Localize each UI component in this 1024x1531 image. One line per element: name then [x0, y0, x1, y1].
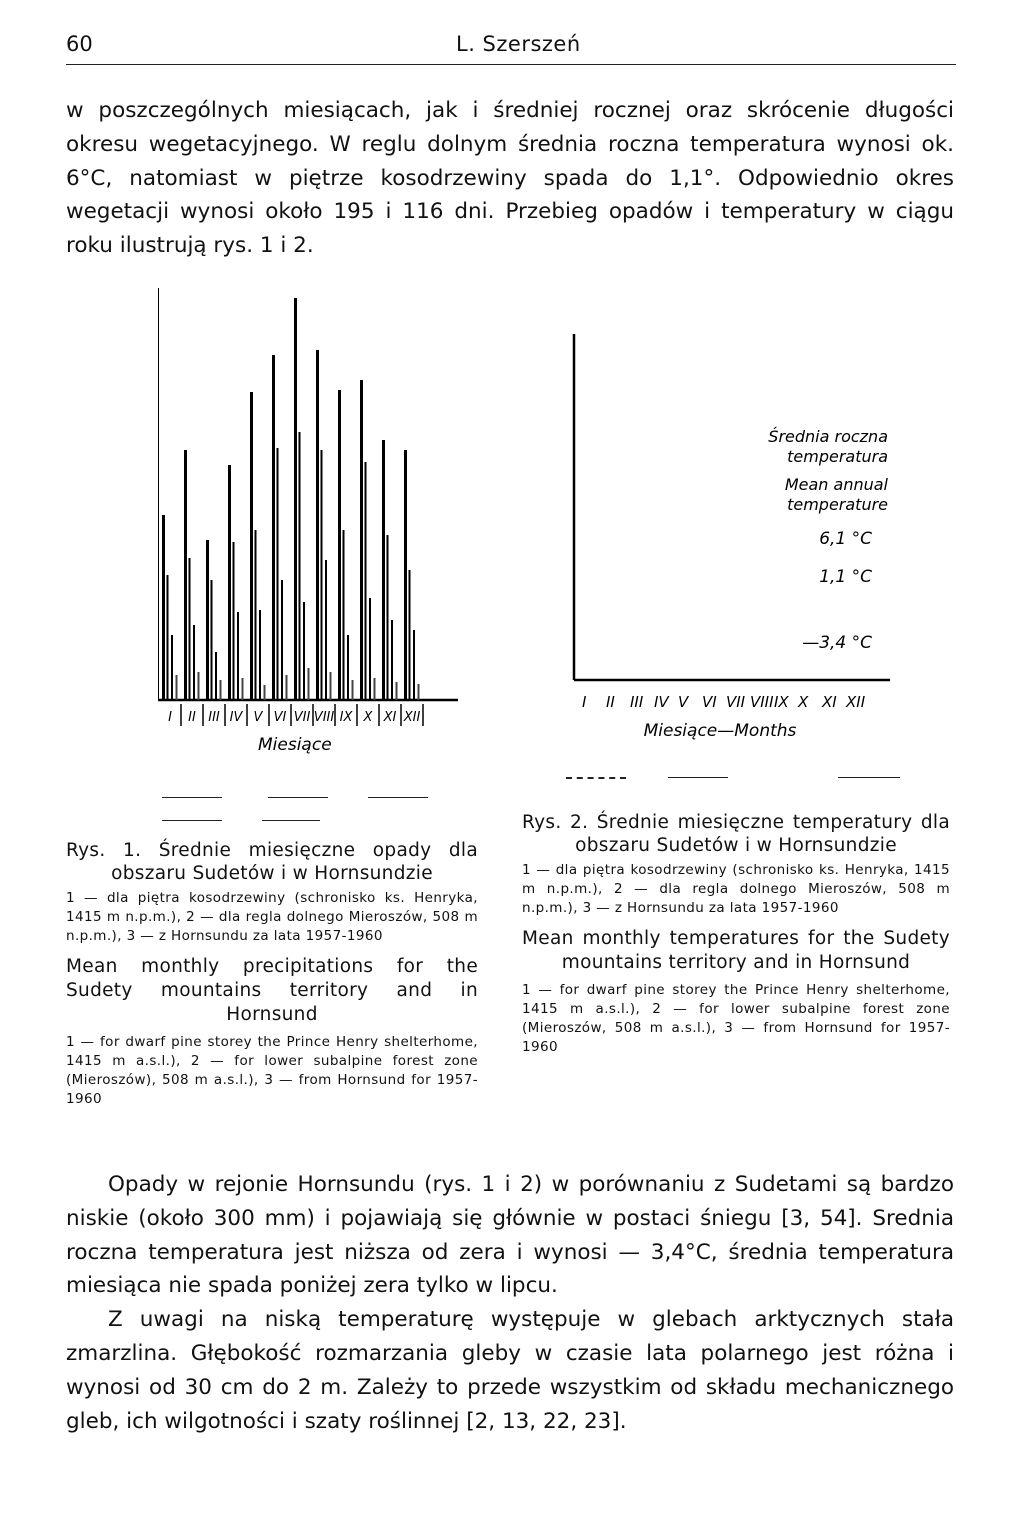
legend-line-6 [668, 777, 728, 778]
figure-1-month-label: IV [229, 710, 243, 725]
precip-bar [228, 465, 231, 700]
precip-bar [418, 684, 420, 700]
precip-bar [365, 462, 367, 700]
precip-bar [325, 560, 327, 700]
precip-bar [308, 668, 310, 700]
precip-bar [255, 530, 257, 700]
precip-bar [233, 542, 235, 700]
closing-section [66, 1168, 954, 1438]
precip-bar [396, 682, 398, 700]
figure-1-plot [158, 280, 498, 760]
precip-bar [303, 602, 305, 700]
caption-figure-2 [522, 812, 950, 1065]
precip-bar [294, 298, 297, 700]
closing-paragraph-2: Z uwagi na niską temperaturę występuje w glebach arktycznych stała zmarzlina. Głębokość rozmarzania gleby w czasie lata polarnego jest różna i wynosi od 30 cm do 2 m. Zależy to przede wszystkim od składu mechanicznego gleb, ich wilgotności i szaty roślinnej [2, 13, 22, 23]. [66, 1307, 954, 1434]
figure-1-month-label: VIII [313, 710, 335, 725]
figure-1-month-label: VII [293, 710, 311, 725]
precip-bar [404, 450, 407, 700]
figure-1-month-label: I [168, 710, 172, 725]
precip-bar [193, 625, 195, 700]
precip-bar [343, 530, 345, 700]
precip-bar [206, 540, 209, 700]
precip-bar [250, 392, 253, 700]
closing-paragraph-1: Opady w rejonie Hornsundu (rys. 1 i 2) w porównaniu z Sudetami są bardzo niskie (około 300 mm) i pojawiają się głównie w postaci śniegu [3, 54]. Srednia roczna temperatura jest niższa od zera i wynosi — 3,4°C, średnia temperatura miesiąca nie spada poniżej zera tylko w lipcu. [66, 1172, 954, 1299]
figure-2-month-label: XI [822, 693, 837, 711]
annual-value-2: 1,1 °C [819, 567, 872, 587]
precip-bar [184, 450, 187, 700]
precip-bar [242, 678, 244, 700]
precip-bar [259, 610, 261, 700]
figure-1-month-label: III [208, 710, 220, 725]
caption-1-title-en: Mean monthly precipitations for the Sudety mountains territory and in Hornsund [66, 955, 478, 1025]
figure-1-month-label: V [253, 710, 263, 725]
precip-bar [391, 620, 393, 700]
precip-bar [413, 630, 415, 700]
precip-bar [189, 558, 191, 700]
precip-bar [387, 535, 389, 700]
precip-bar [382, 440, 385, 700]
caption-1-details-pl: 1 — dla piętra kosodrzewiny (schronisko ks. Henryka, 1415 m n.p.m.), 2 — dla regla dolnego Mieroszów, 508 m n.p.m.), 3 — z Hornsundu za lata 1957-1960 [66, 890, 478, 945]
precip-bar [167, 575, 169, 700]
caption-2-details-pl: 1 — dla piętra kosodrzewiny (schronisko ks. Henryka, 1415 m n.p.m.), 2 — dla regla dolnego Mieroszów, 508 m n.p.m.), 3 — z Hornsundu za lata 1957-1960 [522, 862, 950, 917]
precip-bar [347, 635, 349, 700]
intro-paragraph [66, 94, 954, 263]
precip-bar [338, 390, 341, 700]
figure-2-axis-label: Miesiące—Months [643, 721, 797, 741]
legend-line-5 [262, 820, 320, 821]
figure-1-month-label: XI [383, 710, 397, 725]
figure-1-month-label: IX [339, 710, 353, 725]
precip-bar [321, 450, 323, 700]
figure-2-plot [560, 330, 920, 750]
figure-2-month-label: III [630, 693, 644, 711]
intro-text: w poszczególnych miesiącach, jak i średniej rocznej oraz skrócenie długości okresu wegetacyjnego. W reglu dolnym średnia roczna temperatura wynosi ok. 6°C, natomiast w piętrze kosodrzewiny spada do 1,1°. Odpowiednio okres wegetacji wynosi około 195 i 116 dni. Przebieg opadów i temperatury w ciągu roku ilustrują rys. 1 i 2. [66, 98, 954, 259]
legend-line-7 [838, 777, 900, 778]
figure-1-month-label: II [188, 710, 196, 725]
caption-2-title-en: Mean monthly temperatures for the Sudety mountains territory and in Hornsund [522, 927, 950, 973]
precip-bar [272, 355, 275, 700]
precip-bar [162, 515, 165, 700]
annual-label-en-2: temperature [787, 495, 888, 514]
legend-line-3 [368, 797, 428, 798]
precip-bar [171, 635, 173, 700]
precip-bar [360, 380, 363, 700]
precip-bar [176, 675, 178, 700]
caption-2-details-en: 1 — for dwarf pine storey the Prince Henry shelterhome, 1415 m a.s.l.), 2 — for lower subalpine forest zone (Mieroszów, 508 m a.s.l.), 3 — from Hornsund for 1957-1960 [522, 981, 950, 1056]
figure-1-month-label: X [363, 710, 373, 725]
figure-2-month-label: VII [726, 693, 746, 711]
figure-1-month-label: VI [273, 710, 287, 725]
figure-2-month-label: VIII [750, 693, 774, 711]
annual-label-pl-2: temperatura [787, 447, 888, 466]
precip-bar [264, 685, 266, 700]
precip-bar [330, 672, 332, 700]
annual-label-en-1: Mean annual [784, 475, 888, 494]
annual-value-1: 6,1 °C [819, 529, 872, 549]
figure-1-axis-label: Miesiące [258, 735, 332, 755]
figure-1-precipitation [158, 280, 498, 760]
figure-2-month-label: XII [846, 693, 866, 711]
figure-2-temperature [560, 330, 920, 750]
legend-dash-1 [566, 777, 626, 779]
precip-bar [409, 570, 411, 700]
precip-bar [215, 652, 217, 700]
caption-figure-1 [66, 840, 478, 1117]
caption-1-title: Rys. 1. Średnie miesięczne opady dla obszaru Sudetów i w Hornsundzie [66, 840, 478, 884]
figure-2-month-label: IX [774, 693, 789, 711]
precip-bar [316, 350, 319, 700]
precip-bar [352, 680, 354, 700]
legend-line-1 [162, 797, 222, 798]
annual-value-3: —3,4 °C [802, 633, 872, 653]
precip-bar [237, 612, 239, 700]
page-header [66, 30, 956, 65]
page-number: 60 [66, 32, 93, 56]
precip-bar [286, 675, 288, 700]
figure-2-month-label: X [798, 693, 809, 711]
precip-bar [374, 678, 376, 700]
figure-2-month-label: II [606, 693, 615, 711]
precip-bar [277, 448, 279, 700]
legend-line-4 [162, 820, 222, 821]
legend-line-2 [268, 797, 328, 798]
caption-2-title: Rys. 2. Średnie miesięczne temperatury dla obszaru Sudetów i w Hornsundzie [522, 812, 950, 856]
precip-bar [198, 672, 200, 700]
precip-bar [220, 680, 222, 700]
figure-2-month-label: I [582, 693, 587, 711]
precip-bar [299, 432, 301, 700]
precip-bar [281, 580, 283, 700]
caption-1-details-en: 1 — for dwarf pine storey the Prince Henry shelterhome, 1415 m a.s.l.), 2 — for lower subalpine forest zone (Mieroszów), 508 m a.s.l.), 3 — from Hornsund for 1957-1960 [66, 1033, 478, 1108]
precip-bar [211, 580, 213, 700]
annual-label-pl-1: Średnia roczna [768, 427, 888, 446]
figure-2-month-label: V [678, 693, 689, 711]
figure-2-month-label: IV [654, 693, 669, 711]
precip-bar [369, 598, 371, 700]
figure-2-month-label: VI [702, 693, 717, 711]
figure-1-month-label: XII [403, 710, 421, 725]
running-head: L. Szerszeń [456, 32, 581, 56]
